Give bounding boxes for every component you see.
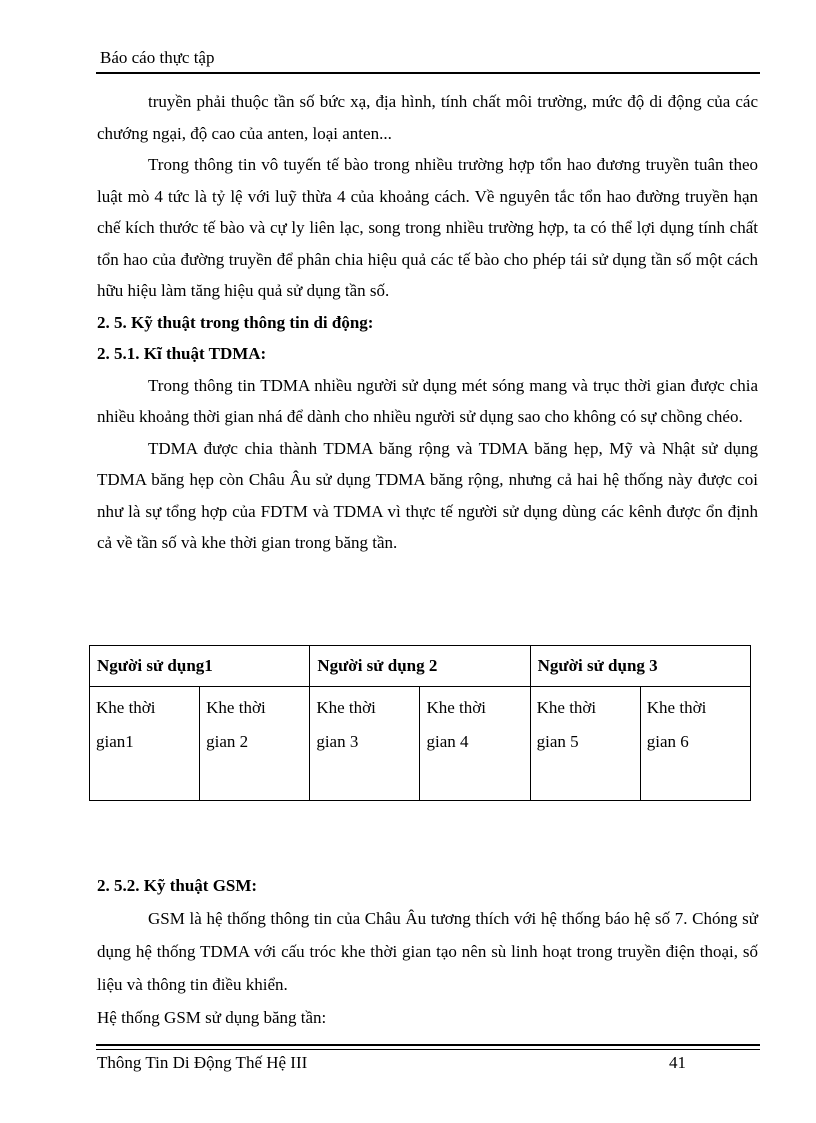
gsm-section [97,869,758,1034]
page-body [97,86,758,559]
running-footer-title: Thông Tin Di Động Thế Hệ III [97,1053,308,1072]
slot-label: Khe thời [536,698,597,717]
table-header-row [90,646,751,687]
footer-rule-bottom [96,1049,760,1050]
page-number: 41 [669,1053,686,1072]
slot-label: gian 2 [206,732,249,751]
section-2-5-1-heading: 2. 5.1. Kĩ thuật TDMA: [97,344,267,363]
intro-paragraph-1: truyền phải thuộc tần số bức xạ, địa hình, tính chất môi trường, mức độ di động của các chướng ngại, độ cao của anten, loại anten... [97,92,758,143]
slot-label: Khe thời [646,698,707,717]
header-rule [96,72,760,74]
slot-label: gian1 [96,732,134,751]
slot-label: Khe thời [206,698,266,717]
tdma-time-slot-table [89,645,751,801]
user-3-header: Người sử dụng 3 [530,646,750,687]
time-slot-5-cell [530,687,640,801]
time-slot-2-cell [200,687,310,801]
time-slot-1-cell [90,687,200,801]
time-slot-6-cell [640,687,750,801]
slot-label: gian 3 [316,732,359,751]
slot-label: Khe thời [96,698,156,717]
slot-label: Khe thời [316,698,376,717]
gsm-paragraph-2: Hệ thống GSM sử dụng băng tần: [97,1008,327,1027]
time-slot-4-cell [420,687,530,801]
section-2-5-2-heading: 2. 5.2. Kỹ thuật GSM: [97,876,258,895]
footer-rule-top [96,1044,760,1046]
time-slot-3-cell [310,687,420,801]
slot-label: gian 6 [646,732,689,751]
running-header: Báo cáo thực tập [100,48,215,67]
tdma-paragraph-2: TDMA được chia thành TDMA băng rộng và TDMA băng hẹp, Mỹ và Nhật sử dụng TDMA băng hẹp còn Châu Âu sử dụng TDMA băng rộng, nhưng cả hai hệ thống này được coi như là sự tổng hợp của FDTM và TDMA vì thực tế người sử dụng dùng các kênh được ổn định cả về tần số và khe thời gian trong băng tần. [97,438,758,552]
user-2-header: Người sử dụng 2 [310,646,530,687]
gsm-paragraph-1: GSM là hệ thống thông tin của Châu Âu tương thích với hệ thống báo hệ số 7. Chóng sử dụng hệ thống TDMA với cấu tróc khe thời gian tạo nên sù linh hoạt trong truyền điện thoại, số liệu và thông tin điều khiển. [97,909,758,994]
user-1-header: Người sử dụng1 [90,646,310,687]
slot-label: Khe thời [426,698,486,717]
section-2-5-heading: 2. 5. Kỹ thuật trong thông tin di động: [97,312,374,332]
slot-label: gian 5 [536,732,579,751]
slot-label: gian 4 [426,732,469,751]
intro-paragraph-2: Trong thông tin vô tuyến tế bào trong nhiều trường hợp tổn hao đương truyền tuân theo luật mò 4 tức là tỷ lệ với luỹ thừa 4 của khoảng cách. Về nguyên tắc tổn hao đường truyền hạn chế kích thước tế bào và cự ly liên lạc, song trong nhiều trường hợp, ta có thể lợi dụng tính chất tổn hao của đường truyền để phân chia hiệu quả các tế bào cho phép tái sử dụng tần số một cách hữu hiệu làm tăng hiệu quả sử dụng tần số. [97,155,758,300]
table-row [90,687,751,801]
tdma-paragraph-1: Trong thông tin TDMA nhiều người sử dụng mét sóng mang và trục thời gian được chia nhiều khoảng thời gian nhá để dành cho nhiều người sử dụng sao cho không có sự chồng chéo. [97,375,758,426]
